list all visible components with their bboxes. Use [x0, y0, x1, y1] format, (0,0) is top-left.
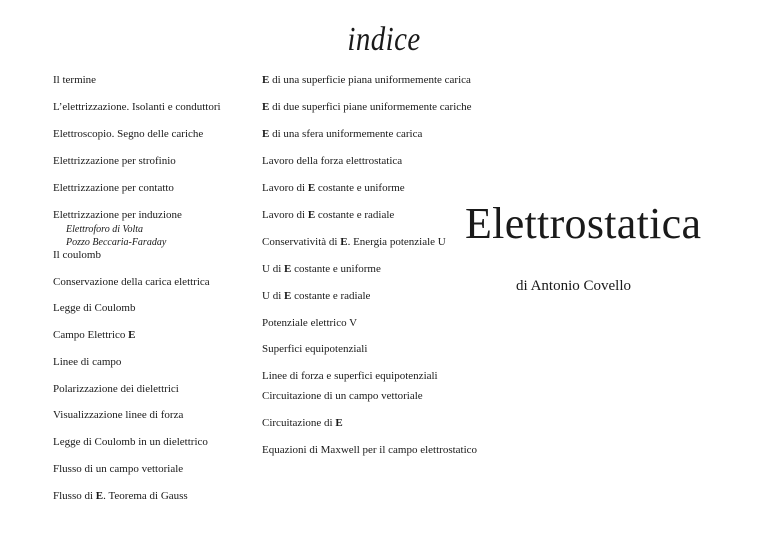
toc-sublink[interactable]: Pozzo Beccaria-Faraday	[66, 237, 167, 248]
toc-link[interactable]: Il coulomb	[53, 249, 101, 261]
toc-sublink[interactable]: Elettroforo di Volta	[66, 224, 144, 235]
document-title: Elettrostatica	[465, 199, 702, 248]
toc-link[interactable]: Flusso di E. Teorema di Gauss	[53, 490, 188, 502]
toc-link[interactable]: E di una superficie piana uniformemente carica	[262, 74, 471, 86]
toc-link[interactable]: Elettroscopio. Segno delle cariche	[53, 128, 204, 140]
toc-link[interactable]: Visualizzazione linee di forza	[53, 409, 184, 421]
toc-link[interactable]: E di due superfici piane uniformemente cariche	[262, 101, 472, 113]
toc-link[interactable]: U di E costante e radiale	[262, 290, 371, 302]
index-heading: indice	[347, 21, 421, 58]
toc-link[interactable]: Circuitazione di un campo vettoriale	[262, 390, 423, 402]
toc-link[interactable]: Equazioni di Maxwell per il campo elettrostatico	[262, 444, 478, 456]
toc-link[interactable]: Lavoro della forza elettrostatica	[262, 155, 403, 167]
toc-link[interactable]: Legge di Coulomb	[53, 302, 136, 314]
toc-link[interactable]: Lavoro di E costante e radiale	[262, 209, 395, 221]
toc-link[interactable]: Potenziale elettrico V	[262, 317, 358, 329]
toc-link[interactable]: Il termine	[53, 74, 97, 86]
toc-link[interactable]: Elettrizzazione per contatto	[53, 182, 174, 194]
toc-link[interactable]: Legge di Coulomb in un dielettrico	[53, 436, 208, 448]
toc-link[interactable]: Flusso di un campo vettoriale	[53, 463, 184, 475]
toc-link[interactable]: Conservatività di E. Energia potenziale U	[262, 236, 446, 248]
toc-link[interactable]: E di una sfera uniformemente carica	[262, 128, 423, 140]
toc-link[interactable]: U di E costante e uniforme	[262, 263, 381, 275]
author-line: di Antonio Covello	[516, 278, 632, 294]
toc-link[interactable]: Linee di campo	[53, 356, 122, 368]
toc-link[interactable]: Linee di forza e superfici equipotenziali	[262, 370, 438, 382]
toc-link[interactable]: Circuitazione di E	[262, 417, 343, 429]
toc-link[interactable]: Campo Elettrico E	[53, 329, 136, 341]
toc-link[interactable]: Lavoro di E costante e uniforme	[262, 182, 405, 194]
toc-link[interactable]: L’elettrizzazione. Isolanti e conduttori	[53, 101, 221, 113]
toc-link[interactable]: Superfici equipotenziali	[262, 343, 368, 355]
toc-link[interactable]: Elettrizzazione per strofinio	[53, 155, 176, 167]
toc-link[interactable]: Conservazione della carica elettrica	[53, 276, 210, 288]
toc-link[interactable]: Elettrizzazione per induzione	[53, 209, 182, 221]
toc-link[interactable]: Polarizzazione dei dielettrici	[53, 383, 179, 395]
